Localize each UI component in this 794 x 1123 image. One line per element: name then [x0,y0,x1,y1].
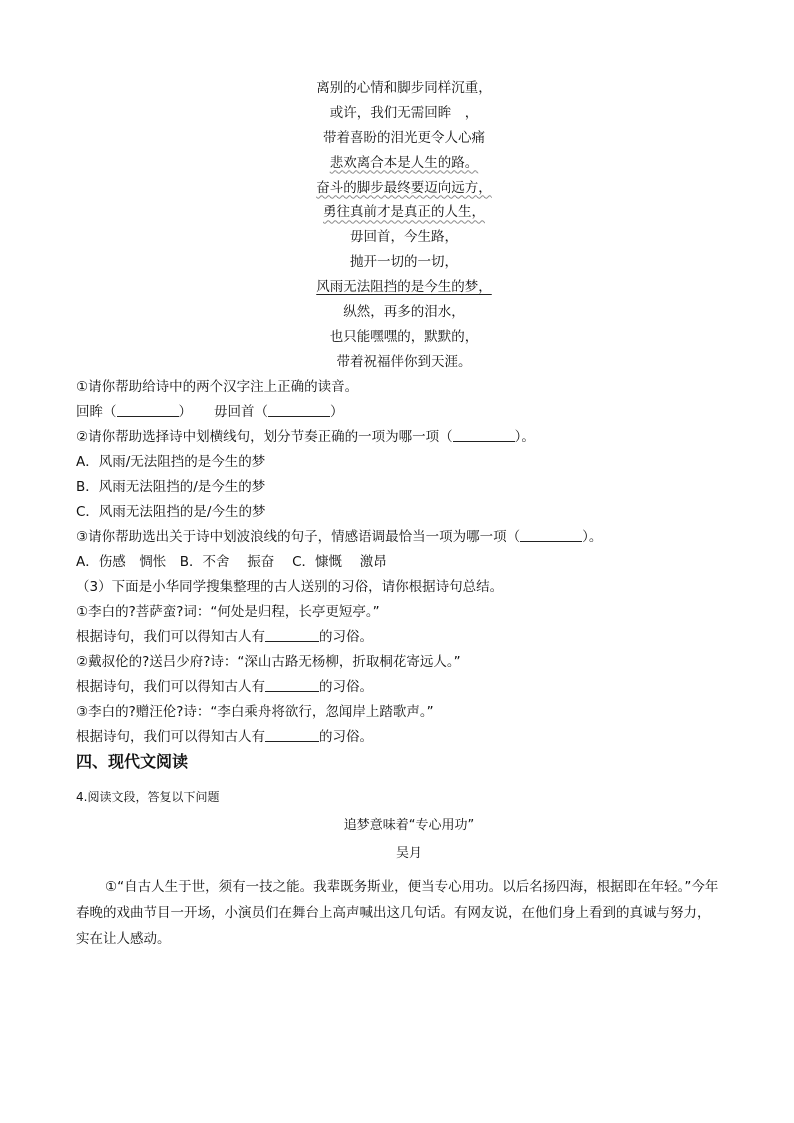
article-title: 追梦意味着“专心用功” [343,818,475,833]
custom-answer: 根据诗句，我们可以得知古人有 的习俗。 [76,729,373,745]
poem-line: 毋回首，今生路， [350,229,458,246]
q1-answers: 回眸（ ） 毋回首（ ） [76,404,344,420]
q1-a-blank[interactable] [117,402,179,417]
poem-line: 带着喜盼的泪光更令人心痛 [323,129,485,146]
custom-blank[interactable] [265,677,319,692]
article-author: 吴月 [395,846,422,861]
custom-answer: 根据诗句，我们可以得知古人有 的习俗。 [76,629,373,645]
q2-option-a: A．风雨/无法阻挡的是今生的梦 [76,454,266,470]
part3-intro: （3）下面是小华同学搜集整理的古人送别的习俗，请你根据诗句总结。 [76,579,504,595]
questions [76,375,726,750]
q3-blank[interactable] [520,527,582,542]
q2-option-b: B．风雨无法阻挡的/是今生的梦 [76,479,266,495]
poem-line-wavy: 悲欢离合本是人生的路。 [329,154,479,171]
poem-line-wavy: 奋斗的脚步最终要迈向远方， [316,179,492,196]
custom-quote: ①李白的?菩萨蛮?词：“何处是归程，长亭更短亭。” [76,604,380,620]
poem-line-wavy: 勇往真前才是真正的人生， [323,204,485,221]
q1-b-blank[interactable] [268,402,330,417]
poem-line: 或许，我们无需回眸 ， [329,104,479,121]
custom-quote: ②戴叔伦的?送吕少府?诗：“深山古路无杨柳，折取桐花寄远人。” [76,654,461,670]
custom-blank[interactable] [265,627,319,642]
custom-answer: 根据诗句，我们可以得知古人有 的习俗。 [76,679,373,695]
q2-option-c: C．风雨无法阻挡的是/今生的梦 [76,504,266,520]
custom-quote: ③李白的?赠汪伦?诗：“李白乘舟将欲行，忽闻岸上踏歌声。” [76,704,434,720]
q3-options: A．伤感 惆怅 B．不舍 振奋 C．慷慨 激昂 [76,554,387,570]
poem [0,76,794,375]
poem-line-underlined: 风雨无法阻挡的是今生的梦， [316,279,492,296]
q1-prompt: ①请你帮助给诗中的两个汉字注上正确的读音。 [76,379,359,395]
poem-line: 抛开一切的一切， [350,254,458,271]
question-4: 4.阅读文段，答复以下问题 [76,790,220,804]
poem-line: 也只能嘿嘿的，默默的， [329,328,479,345]
section-heading: 四、现代文阅读 [76,752,189,771]
q2-prompt: ②请你帮助选择诗中划横线句，划分节奏正确的一项为哪一项（ ）。 [76,429,535,445]
article-paragraph: ①“自古人生于世，须有一技之能。我辈既务斯业，便当专心用功。以后名扬四海，根据即在年轻。”今年春晚的戏曲节目一开场，小演员们在舞台上高声喊出这几句话。有网友说，在他们身上看到的真诚与努力，实在让人感动。 [76,879,719,947]
custom-blank[interactable] [265,727,319,742]
poem-line: 带着祝福伴你到天涯。 [336,353,472,370]
poem-line: 离别的心情和脚步同样沉重， [316,80,492,96]
q3-prompt: ③请你帮助选出关于诗中划波浪线的句子，情感语调最恰当一项为哪一项（ ）。 [76,529,603,545]
poem-line: 纵然，再多的泪水， [343,304,465,321]
q2-blank[interactable] [453,427,515,442]
